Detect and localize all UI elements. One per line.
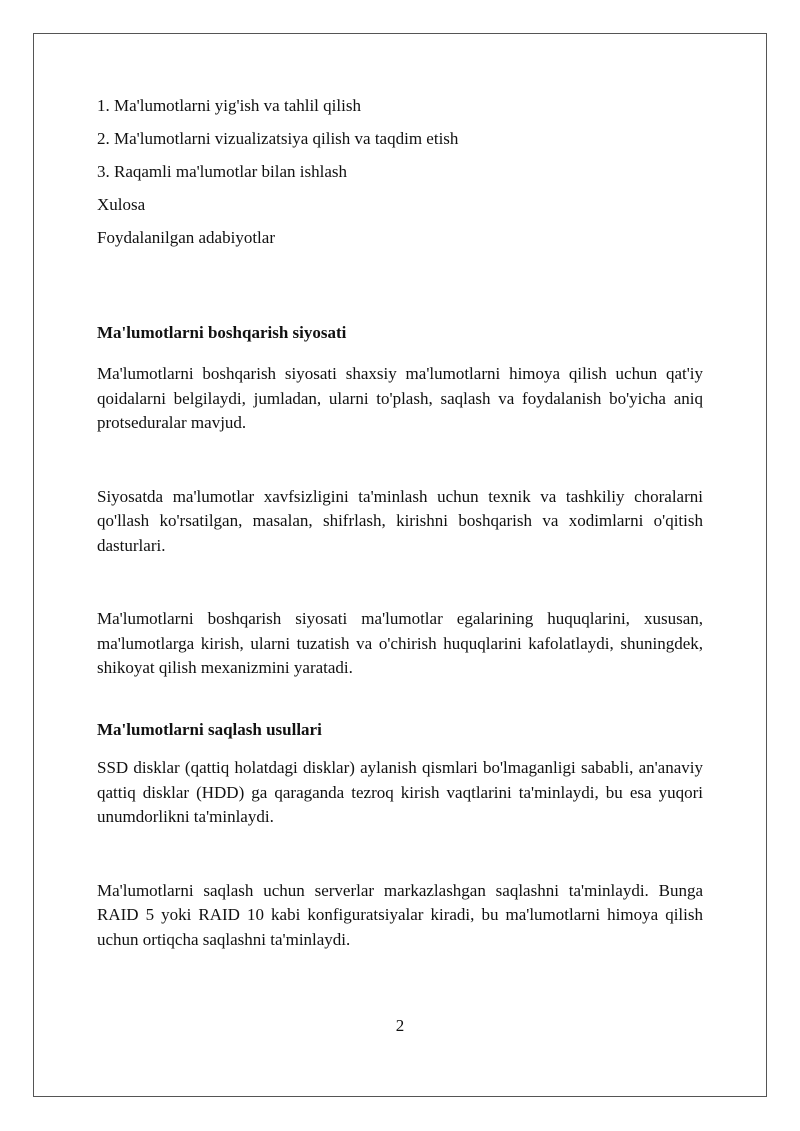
toc-item: 3. Raqamli ma'lumotlar bilan ishlash (97, 162, 347, 181)
toc-item: Foydalanilgan adabiyotlar (97, 228, 275, 247)
paragraph: Ma'lumotlarni boshqarish siyosati ma'lumotlar egalarining huquqlarini, xususan, ma'lumotlarga kirish, ularni tuzatish va o'chirish huquqlarini kafolatlaydi, shuningdek, shikoyat qilish mexanizmini yaratadi. (97, 609, 703, 677)
section-heading: Ma'lumotlarni saqlash usullari (97, 719, 322, 739)
paragraph: Ma'lumotlarni boshqarish siyosati shaxsiy ma'lumotlarni himoya qilish uchun qat'iy qoidalarni belgilaydi, jumladan, ularni to'plash, saqlash va foydalanish bo'yicha aniq protseduralar mavjud. (97, 364, 703, 432)
paragraph: SSD disklar (qattiq holatdagi disklar) aylanish qismlari bo'lmaganligi sababli, an'anaviy qattiq disklar (HDD) ga qaraganda tezroq kirish vaqtlarini ta'minlaydi, bu esa yuqori unumdorlikni ta'minlaydi. (97, 758, 703, 826)
toc-item: Xulosa (97, 195, 146, 214)
section-heading: Ma'lumotlarni boshqarish siyosati (97, 322, 347, 342)
toc-item: 1. Ma'lumotlarni yig'ish va tahlil qilish (97, 96, 361, 115)
paragraph: Siyosatda ma'lumotlar xavfsizligini ta'minlash uchun texnik va tashkiliy choralarni qo'llash ko'rsatilgan, masalan, shifrlash, kirishni boshqarish va xodimlarni o'qitish dasturlari. (97, 486, 703, 555)
document-body (97, 94, 703, 952)
page-number: 2 (395, 1016, 405, 1035)
table-of-contents (97, 94, 703, 251)
paragraph: Ma'lumotlarni saqlash uchun serverlar markazlashgan saqlashni ta'minlaydi. Bunga RAID 5 yoki RAID 10 kabi konfiguratsiyalar kiradi, bu ma'lumotlarni himoya qilish uchun ortiqcha saqlashni ta'minlaydi. (97, 880, 703, 949)
toc-item: 2. Ma'lumotlarni vizualizatsiya qilish va taqdim etish (97, 129, 459, 148)
